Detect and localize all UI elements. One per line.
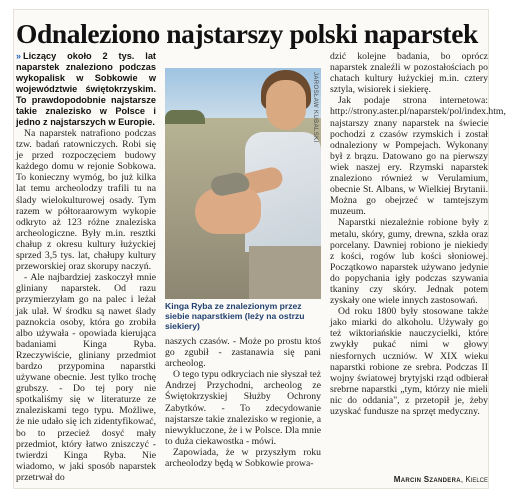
middle-paragraph-1: naszych czasów. - Może po prostu ktoś go zgubił - zastanawia się pani archeolog. bbox=[165, 336, 321, 370]
right-paragraph-4: Od roku 1800 były stosowane także jako miarki do alkoholu. Używały go też wiktoriańskie nauczycielki, które zwykły pukać nimi w głowy niesfornych uczniów. W XIX wieku naparstki robione ze srebra. Podczas II wojny światowej brytyjski rząd odbierał srebrne naparstki „tym, którzy nie mieli nic do oddania", z przetopił je, żeby uzyskać fundusze na sprzęt medyczny. bbox=[330, 306, 488, 417]
double-chevron-icon: » bbox=[16, 51, 22, 61]
left-paragraph-2: - Ale najbardziej zaskoczył mnie gliniany naparstek. Od razu przymierzyłam go na palec i leżał jak ulał. W środku są nawet ślady paznokcia osoby, która go zrobiła albo używała - opowiada kierująca badaniami Kinga Ryba. Rzeczywiście, gliniany przedmiot bardzo przypomina naparstki używane obecnie. Jest tylko trochę grubszy. - Do tej pory nie spotkaliśmy się w literaturze ze znaleziskami tego typu. Możliwe, że nie udało się ich zidentyfikować, bo to przecież dosyć mały przedmiot, który łatwo zniszczyć - twierdzi Kinga Ryba. Nie wiadomo, w jaki sposób naparstek przetrwał do bbox=[16, 272, 156, 483]
right-paragraph-3: Naparstki niezależnie robione były z metalu, skóry, gumy, drewna, szkła oraz porcelany. Dawniej robiono je niekiedy z kości, rogów lub kości słoniowej. Początkowo naparstek używano jedynie do popychania igły podczas szywania tkaniny czy skóry. Jednak potem zyskały one wiele innych zastosowań. bbox=[330, 217, 488, 307]
article-column-left bbox=[16, 51, 156, 491]
article-column-right bbox=[330, 51, 506, 477]
right-paragraph-1: dzić kolejne badania, bo oprócz naparstek znaleźli w pozostałościach po chatach kultury łużyckiej m.in. cztery sztyla, wisiorek i siekierę. bbox=[330, 51, 488, 96]
article-photo bbox=[165, 68, 321, 299]
article-lead bbox=[16, 51, 156, 128]
article-byline: Marcin Szandera, Kielce bbox=[393, 475, 488, 484]
left-paragraph-1: Na naparstek natrafiono podczas tzw. badań ratowniczych. Robi się je przed rozpoczęciem budowy każdego domu w rejonie Sobkowa. To konieczny wymóg, bo już kilka lat temu archeolodzy trafili tu na ślady wielokulturowej osady. Tym razem w półtoraarowym wykopie odkryto aż 123 różne znaleziska archeologiczne. Były m.in. resztki chałup z okresu kultury łużyckiej sprzed 3,5 tys. lat, chałupy kultury przeworskiej oraz skorupy naczyń. bbox=[16, 128, 156, 273]
article-headline: Odnaleziono najstarszy polski naparstek bbox=[16, 18, 478, 49]
middle-paragraph-3: Zapowiada, że w przyszłym roku archeolodzy będą w Sobkowie prowa- bbox=[165, 446, 321, 470]
right-paragraph-2: Jak podaje strona internetowa: http://strony.aster.pl/naparstek/pol/index.htm, najstarszy znany naparstek na świecie pochodzi z czasów rzymskich i został odnaleziony w Pompejach. Wykonany był z brązu. Datowano go na pierwszy wiek naszej ery. Rzymski naparstek znaleziono również w Verulamium, obecnie St. Albans, w Wielkiej Brytanii. Można go obejrzeć w tamtejszym muzeum. bbox=[330, 95, 506, 218]
photo-trees bbox=[165, 110, 205, 124]
photo-credit: JAROSŁAW KUBALSKI bbox=[312, 72, 318, 143]
photo-caption: Kinga Ryba ze znalezionym przez siebie naparstkiem (leży na ostrzu siekiery) bbox=[165, 301, 305, 331]
article-lead-text: Liczący około 2 tys. lat naparstek znaleziono podczas wykopalisk w Sobkowie w województwie świętokrzyskim. To prawdopodobnie najstarsze takie znalezisko w Polsce i jedno z najstarszych w Europie. bbox=[16, 51, 156, 127]
middle-paragraph-2: O tego typu odkryciach nie słyszał też Andrzej Przychodni, archeolog ze Świętokrzyskiej Służby Ochrony Zabytków. - To zdecydowanie najstarsze takie znalezisko w regionie, a niewykluczone, że i w Polsce. Dla mnie to duża ciekawostka - mówi. bbox=[165, 369, 321, 447]
author-place: Kielce bbox=[465, 475, 488, 484]
photo-pants bbox=[249, 246, 321, 299]
article-column-middle bbox=[165, 336, 321, 486]
author-name: Marcin Szandera bbox=[393, 475, 461, 484]
photo-hand bbox=[195, 188, 261, 234]
photo-face bbox=[266, 80, 306, 130]
